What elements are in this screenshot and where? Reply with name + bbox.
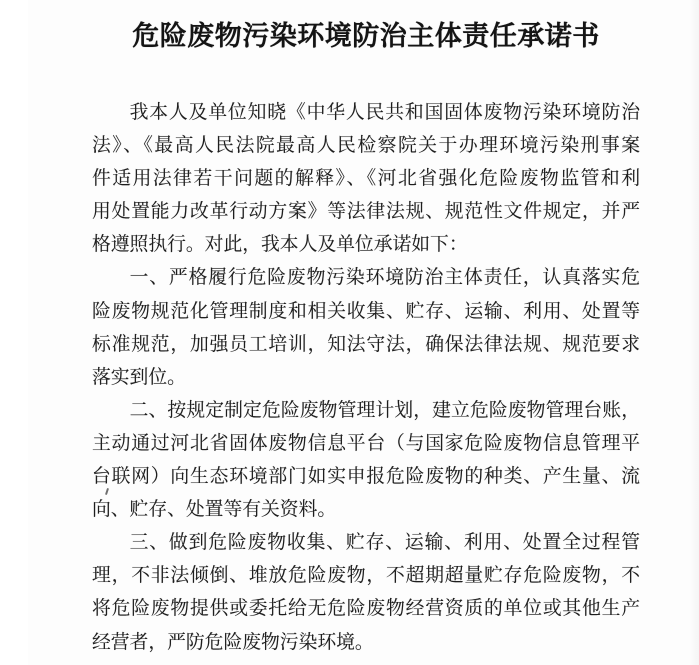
paragraph-commitment-1 bbox=[92, 261, 640, 393]
document-line: 理，不非法倾倒、堆放危险废物，不超期超量贮存危险废物，不 bbox=[92, 565, 640, 587]
paragraph-intro bbox=[92, 96, 640, 261]
document-line: 我本人及单位知晓《中华人民共和国固体废物污染环境防治 bbox=[129, 102, 640, 123]
document-line: 标准规范，加强员工培训，知法守法，确保法律法规、规范要求 bbox=[92, 333, 640, 355]
document-line: 用处置能力改革行动方案》等法律法规、规范性文件规定，并严 bbox=[92, 201, 640, 223]
document-line: 主动通过河北省固体废物信息平台（与国家危险废物信息管理平 bbox=[92, 432, 640, 454]
scan-left-edge bbox=[0, 0, 28, 665]
document-line: 险废物规范化管理制度和相关收集、贮存、运输、利用、处置等 bbox=[92, 300, 640, 322]
document-line: 台联网）向生态环境部门如实申报危险废物的种类、产生量、流 bbox=[92, 466, 640, 488]
document-line: 法》、《最高人民法院最高人民检察院关于办理环境污染刑事案 bbox=[92, 135, 640, 157]
document-line: 三、做到危险废物收集、贮存、运输、利用、处置全过程管 bbox=[129, 532, 640, 554]
document-line: 一、严格履行危险废物污染环境防治主体责任，认真落实危 bbox=[129, 267, 640, 289]
document-line: 件适用法律若干问题的解释》、《河北省强化危险废物监管和利 bbox=[92, 168, 640, 190]
document-line: 落实到位。 bbox=[92, 366, 186, 388]
paragraph-commitment-3 bbox=[92, 526, 640, 658]
scan-right-edge-shadow bbox=[689, 0, 699, 665]
document-line: 二、按规定制定危险废物管理计划，建立危险废物管理台账， bbox=[129, 399, 640, 421]
document-line: 向、贮存、处置等有关资料。 bbox=[92, 499, 337, 521]
document-body bbox=[92, 96, 640, 659]
document-line: 将危险废物提供或委托给无危险废物经营资质的单位或其他生产 bbox=[92, 598, 640, 620]
document-line: 经营者，严防危险废物污染环境。 bbox=[92, 631, 374, 653]
document-title: 危险废物污染环境防治主体责任承诺书 bbox=[132, 21, 600, 52]
document-line: 格遵照执行。对此，我本人及单位承诺如下： bbox=[92, 234, 468, 256]
paragraph-commitment-2 bbox=[92, 394, 640, 526]
